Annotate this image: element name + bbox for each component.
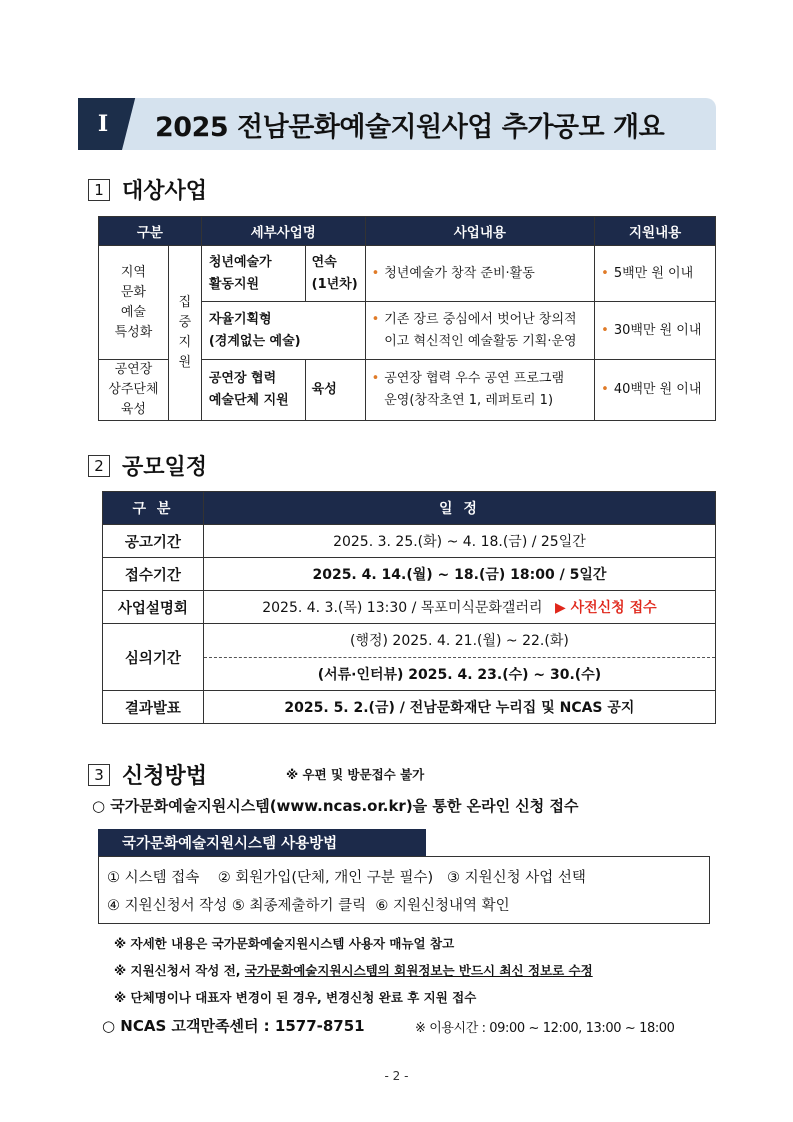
section1-heading xyxy=(88,174,207,205)
online-application-line: ○ 국가문화예술지원시스템(www.ncas.or.kr)을 통한 온라인 신청 접수 xyxy=(92,797,579,815)
section2-heading xyxy=(88,450,207,481)
note-manual: ※ 자세한 내용은 국가문화예술지원시스템 사용자 매뉴얼 참고 xyxy=(114,936,455,951)
guide-line2: ④ 지원신청서 작성 ⑤ 최종제출하기 클릭 ⑥ 지원신청내역 확인 xyxy=(107,898,510,914)
t1-header-content: 사업내용 xyxy=(365,217,595,246)
guide-title: 국가문화예술지원시스템 사용방법 xyxy=(98,829,426,856)
t1-row1-sub: 연속 (1년차) xyxy=(305,246,365,302)
section2-title: 공모일정 xyxy=(122,455,208,480)
t1-row2-support: • 30백만 원 이내 xyxy=(595,302,716,360)
note-member-info-emphasis: 국가문화예술지원시스템의 회원정보는 반드시 최신 정보로 수정 xyxy=(244,963,593,978)
section2-number: 2 xyxy=(88,455,110,477)
t1-row3-content: • 공연장 협력 우수 공연 프로그램 운영(창작초연 1, 레퍼토리 1) xyxy=(365,360,595,421)
schedule-briefing-label: 사업설명회 xyxy=(103,591,204,624)
t1-cat-venue: 공연장 상주단체 육성 xyxy=(99,360,169,421)
target-projects-table xyxy=(98,216,716,421)
section3-heading xyxy=(88,759,207,790)
guide-box xyxy=(98,856,710,924)
schedule-review-label: 심의기간 xyxy=(103,624,204,691)
note-name-change: ※ 단체명이나 대표자 변경이 된 경우, 변경신청 완료 후 지원 접수 xyxy=(114,990,477,1005)
t1-header-support: 지원내용 xyxy=(595,217,716,246)
t2-header-schedule: 일 정 xyxy=(203,492,715,525)
title-roman-numeral: Ⅰ xyxy=(97,111,109,137)
schedule-result-label: 결과발표 xyxy=(103,691,204,724)
schedule-review-value1: (행정) 2025. 4. 21.(월) ~ 22.(화) xyxy=(203,624,715,658)
schedule-notice-label: 공고기간 xyxy=(103,525,204,558)
t1-header-category: 구분 xyxy=(99,217,202,246)
schedule-receipt-label: 접수기간 xyxy=(103,558,204,591)
section3-heading-note: ※ 우편 및 방문접수 불가 xyxy=(286,767,425,782)
t1-row1-name: 청년예술가 활동지원 xyxy=(201,246,305,302)
t1-row3-sub: 육성 xyxy=(305,360,365,421)
schedule-briefing-preregister: ▶ 사전신청 접수 xyxy=(554,600,657,616)
schedule-review-value2: (서류·인터뷰) 2025. 4. 23.(수) ~ 30.(수) xyxy=(203,657,715,691)
t1-row1-content: • 청년예술가 창작 준비·활동 xyxy=(365,246,595,302)
section1-title: 대상사업 xyxy=(122,179,208,204)
t1-row3-support: • 40백만 원 이내 xyxy=(595,360,716,421)
t1-cat-focus: 집 중 지 원 xyxy=(168,246,201,421)
t1-row2-content: • 기존 장르 중심에서 벗어난 창의적 이고 혁신적인 예술활동 기획·운영 xyxy=(365,302,595,360)
schedule-result-value: 2025. 5. 2.(금) / 전남문화재단 누리집 및 NCAS 공지 xyxy=(203,691,715,724)
schedule-notice-value: 2025. 3. 25.(화) ~ 4. 18.(금) / 25일간 xyxy=(203,525,715,558)
guide-line1: ① 시스템 접속 ② 회원가입(단체, 개인 구분 필수) ③ 지원신청 사업 선택 xyxy=(107,870,586,886)
schedule-receipt-value: 2025. 4. 14.(월) ~ 18.(금) 18:00 / 5일간 xyxy=(203,558,715,591)
schedule-table xyxy=(102,491,716,724)
schedule-briefing-value: 2025. 4. 3.(목) 13:30 / 목포미식문화갤러리 xyxy=(262,600,543,616)
t1-header-project: 세부사업명 xyxy=(201,217,365,246)
t1-row1-support: • 5백만 원 이내 xyxy=(595,246,716,302)
section1-number: 1 xyxy=(88,179,110,201)
t1-row3-name: 공연장 협력 예술단체 지원 xyxy=(201,360,305,421)
t1-row2-name: 자율기획형 (경계없는 예술) xyxy=(201,302,365,360)
t1-cat-region: 지역 문화 예술 특성화 xyxy=(99,246,169,360)
page-title: 2025 전남문화예술지원사업 추가공모 개요 xyxy=(155,111,665,143)
t2-header-category: 구 분 xyxy=(103,492,204,525)
page-number: - 2 - xyxy=(384,1069,409,1083)
service-hours: ※ 이용시간 : 09:00 ~ 12:00, 13:00 ~ 18:00 xyxy=(415,1021,675,1036)
customer-center: ○ NCAS 고객만족센터 : 1577-8751 xyxy=(102,1017,365,1035)
schedule-briefing-cell xyxy=(203,591,715,624)
section3-title: 신청방법 xyxy=(122,764,208,789)
note-member-info: ※ 지원신청서 작성 전, 국가문화예술지원시스템의 회원정보는 반드시 최신 정보로 수정 xyxy=(114,963,593,978)
section3-number: 3 xyxy=(88,764,110,786)
